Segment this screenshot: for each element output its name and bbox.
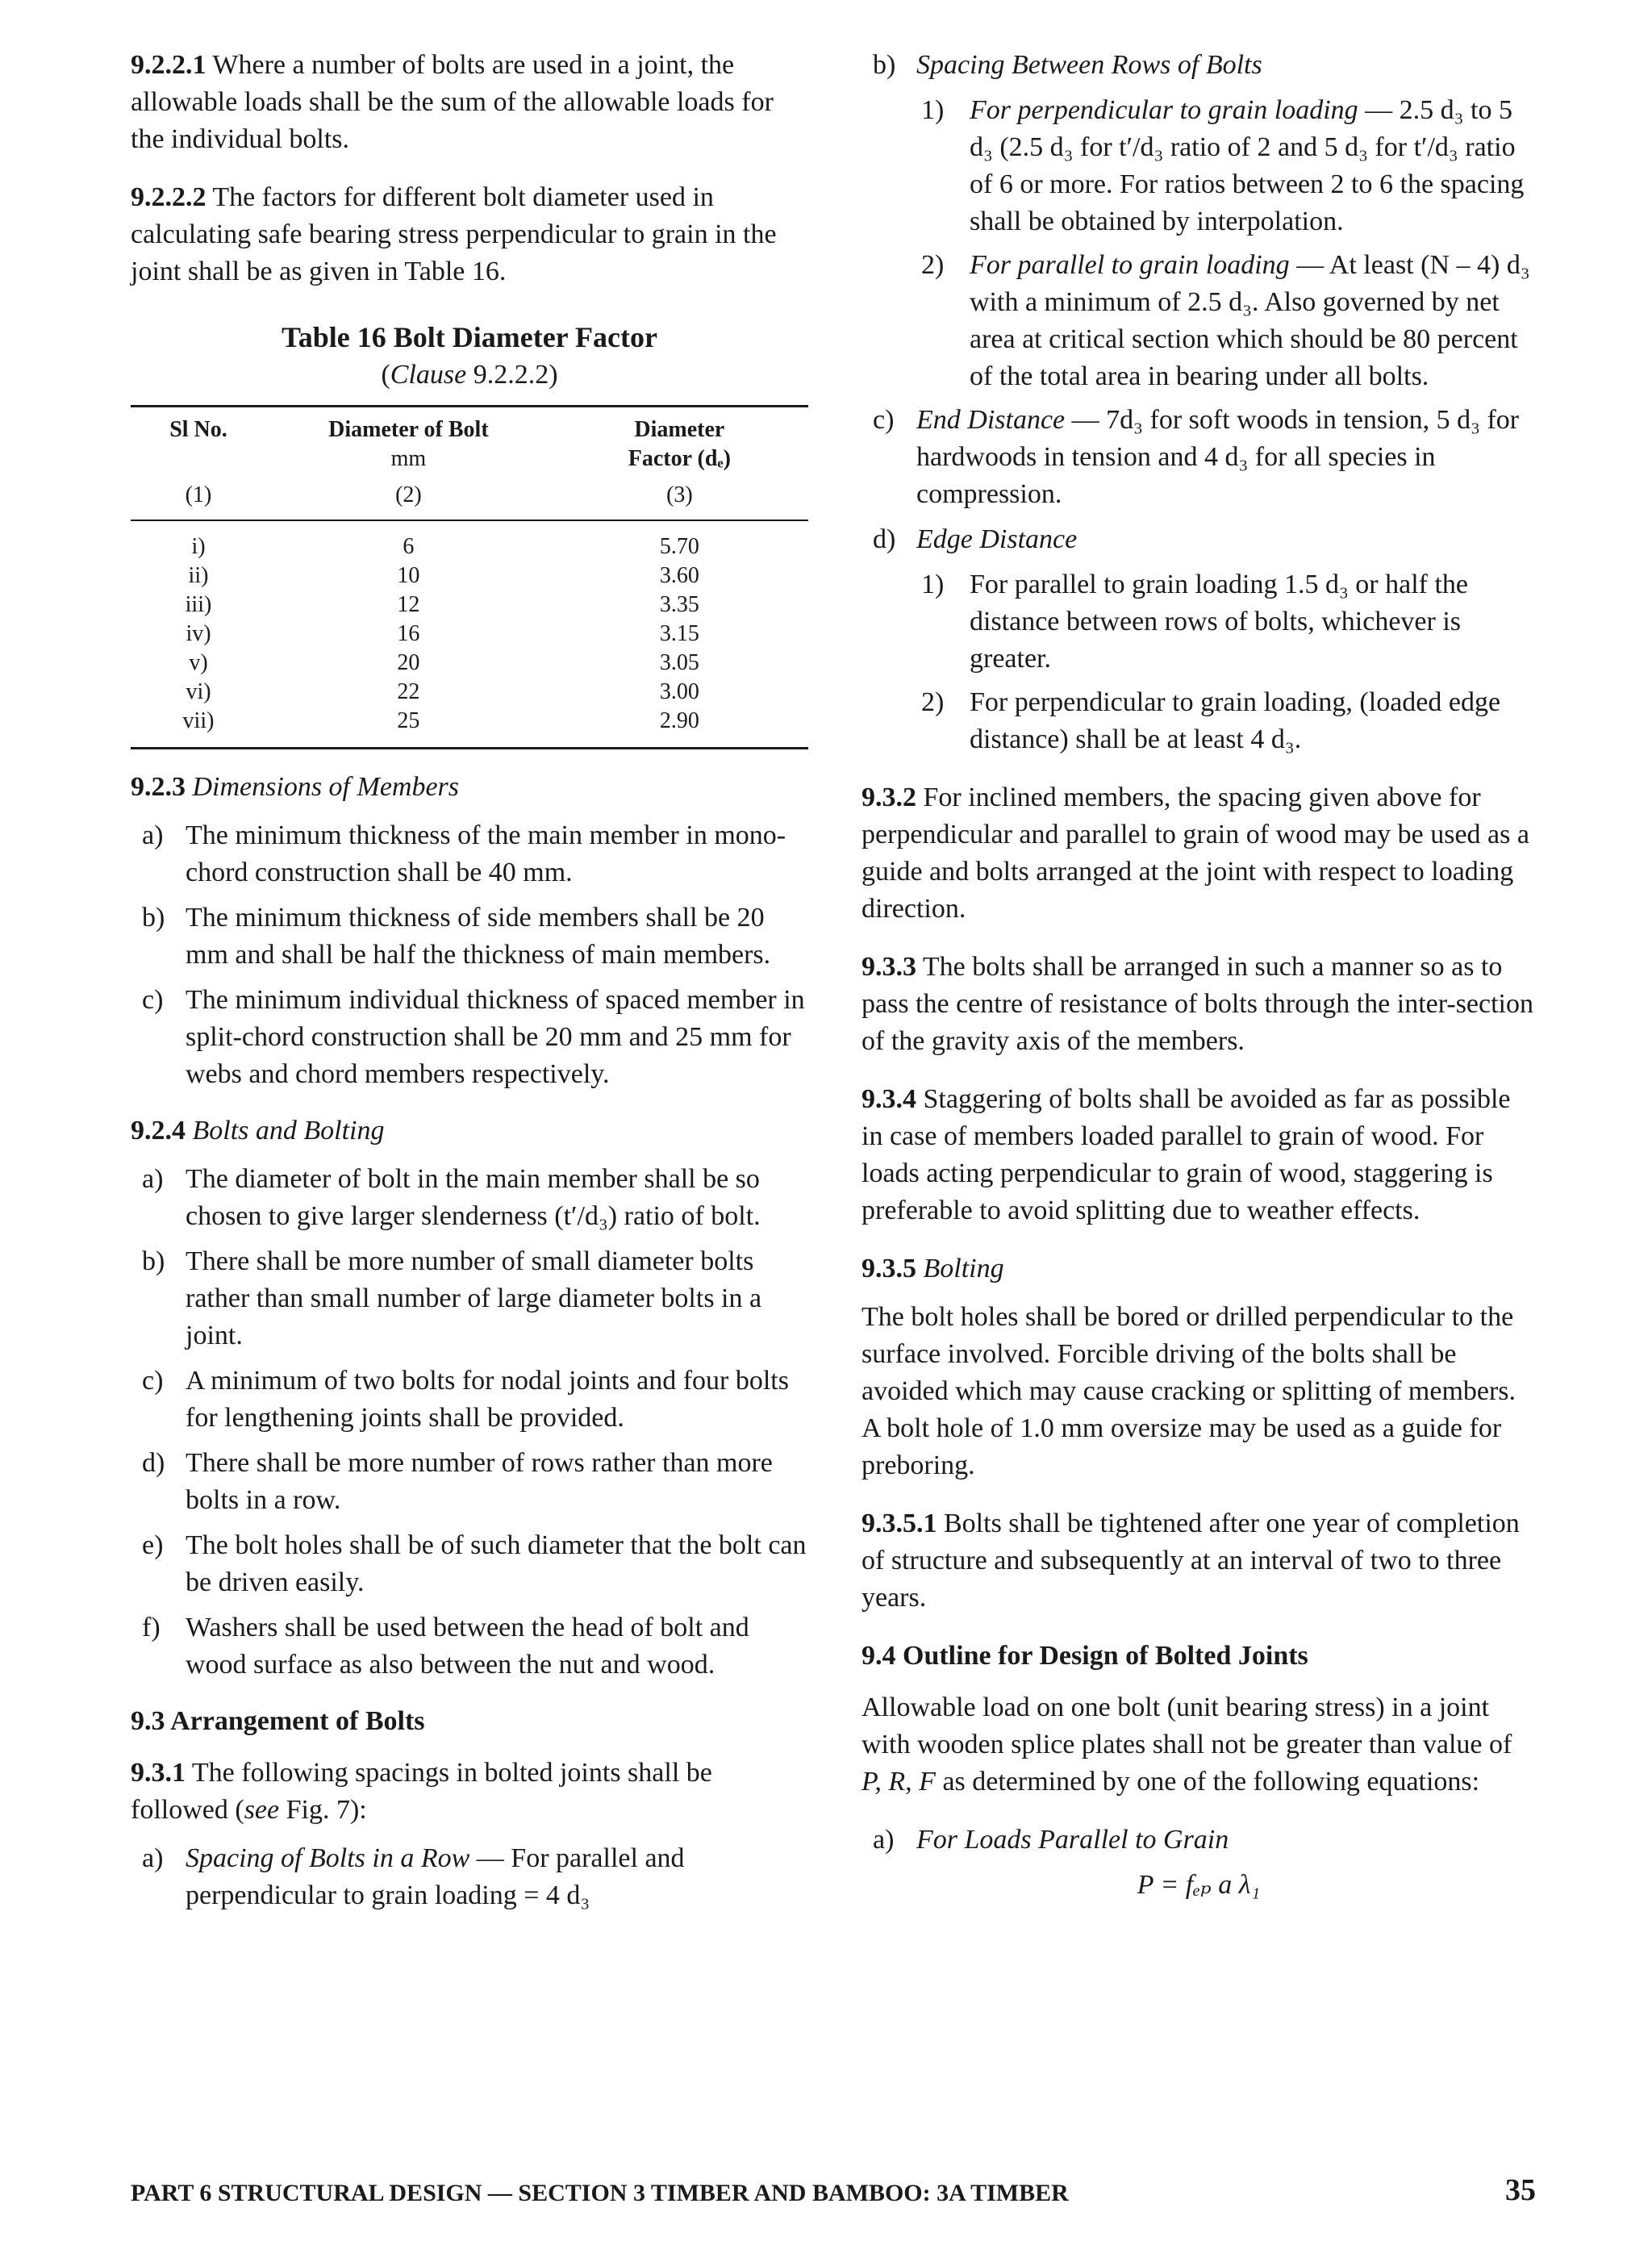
sublist-d bbox=[861, 566, 1536, 758]
para-9-3-2: 9.3.2 For inclined members, the spacing given above for perpendicular and parallel to grain of wood may be used as a guide and bolts arranged at the joint with respect to loading direction. bbox=[861, 783, 1529, 924]
list-item: c) A minimum of two bolts for nodal joints and four bolts for lengthening joints shall be provided. bbox=[142, 1366, 789, 1433]
list-item: a) For Loads Parallel to Grain bbox=[873, 1825, 1229, 1855]
list-item: a) Spacing of Bolts in a Row — For parallel and perpendicular to grain loading = 4 d₃ bbox=[142, 1843, 685, 1910]
list-item: e) The bolt holes shall be of such diameter that the bolt can be driven easily. bbox=[142, 1530, 807, 1597]
table-caption: Table 16 Bolt Diameter Factor bbox=[282, 321, 657, 353]
section-9-3-5-heading: 9.3.5 Bolting bbox=[861, 1254, 1004, 1283]
footer-title: PART 6 STRUCTURAL DESIGN — SECTION 3 TIMBER AND BAMBOO: 3A TIMBER bbox=[131, 2180, 1069, 2206]
section-9-4-heading: 9.4 Outline for Design of Bolted Joints bbox=[861, 1641, 1308, 1671]
sub-item: 2) For parallel to grain loading — At least (N – 4) d₃ with a minimum of 2.5 d₃. Also governed by net area at critical section which should be 80 percent of the total area in bearing under all bolts. bbox=[921, 250, 1530, 391]
sub-item: 2) For perpendicular to grain loading, (loaded edge distance) shall be at least 4 d₃. bbox=[921, 687, 1501, 754]
page-number: 35 bbox=[1505, 2173, 1536, 2207]
section-9-3-heading: 9.3 Arrangement of Bolts bbox=[131, 1706, 425, 1736]
list-item: b) Spacing Between Rows of Bolts bbox=[873, 50, 1262, 80]
sub-item: 1) For perpendicular to grain loading — 2.5 d₃ to 5 d₃ (2.5 d₃ for t′/d₃ ratio of 2 and 5 d₃ for t′/d₃ ratio of 6 or more. For ratios between 2 to 6 the spacing shall be obtained by interpolation. bbox=[921, 95, 1525, 236]
para-9-3-5-1: 9.3.5.1 Bolts shall be tightened after one year of completion of structure and subsequently at an interval of two to three years. bbox=[861, 1509, 1520, 1613]
list-item: b) The minimum thickness of side members shall be 20 mm and shall be half the thickness of main members. bbox=[142, 903, 771, 970]
table-colnum-row: (1) (2) (3) bbox=[185, 482, 693, 507]
col-header-diameter: Diameter of Bolt mm bbox=[328, 417, 489, 471]
table-body bbox=[131, 520, 808, 749]
left-column bbox=[131, 47, 808, 1922]
para-9-3-1: 9.3.1 The following spacings in bolted joints shall be followed (see Fig. 7): bbox=[131, 1758, 712, 1825]
list-item: b) There shall be more number of small diameter bolts rather than small number of large diameter bolts in a joint. bbox=[142, 1246, 762, 1350]
section-9-2-3-heading: 9.2.3 Dimensions of Members bbox=[131, 772, 460, 802]
para-9-3-5: The bolt holes shall be bored or drilled perpendicular to the surface involved. Forcible driving of the bolts shall be avoided which may cause cracking or splitting of members. A bolt hole of 1.0 mm oversize may be used as a guide for preboring. bbox=[861, 1302, 1516, 1480]
list-item: a) The minimum thickness of the main member in mono-chord construction shall be 40 mm. bbox=[142, 820, 786, 887]
table-row: vi) 22 3.00 bbox=[186, 679, 699, 704]
col-header-factor: Diameter Factor (dₑ) bbox=[628, 417, 732, 471]
formula-p: P = fₑₚ a λ₁ bbox=[1137, 1870, 1261, 1900]
para-9-4: Allowable load on one bolt (unit bearing stress) in a joint with wooden splice plates shall not be greater than value of P, R, F as determined by one of the following equations: bbox=[861, 1692, 1512, 1797]
table-row: iii) 12 3.35 bbox=[185, 592, 699, 617]
list-item: c) The minimum individual thickness of spaced member in split-chord construction shall be 20 mm and 25 mm for webs and chord members respectively. bbox=[142, 985, 805, 1089]
para-9-3-3: 9.3.3 The bolts shall be arranged in such a manner so as to pass the centre of resistance of bolts through the inter-section of the gravity axis of the members. bbox=[861, 952, 1533, 1056]
table-header-row bbox=[131, 407, 808, 475]
list-item: a) The diameter of bolt in the main member shall be so chosen to give larger slenderness (t′/d₃) ratio of bolt. bbox=[142, 1164, 761, 1231]
para-9-3-4: 9.3.4 Staggering of bolts shall be avoided as far as possible in case of members loaded parallel to grain of wood. For loads acting perpendicular to grain of wood, staggering is preferable to avoid splitting due to weather effects. bbox=[861, 1084, 1511, 1225]
table-row: v) 20 3.05 bbox=[189, 650, 699, 675]
page-footer bbox=[131, 2175, 1536, 2212]
list-item: d) Edge Distance bbox=[873, 524, 1078, 554]
bolt-diameter-table bbox=[131, 405, 808, 749]
table-row: i) 6 5.70 bbox=[131, 520, 808, 561]
section-9-2-4-heading: 9.2.4 Bolts and Bolting bbox=[131, 1116, 385, 1146]
sublist-b bbox=[861, 92, 1536, 395]
table-row: ii) 10 3.60 bbox=[188, 563, 699, 588]
table-clause: (Clause 9.2.2.2) bbox=[381, 360, 558, 390]
table-row: vii) 25 2.90 bbox=[131, 707, 808, 749]
sub-item: 1) For parallel to grain loading 1.5 d₃ or half the distance between rows of bolts, whichever is greater. bbox=[921, 570, 1469, 674]
list-item: d) There shall be more number of rows rather than more bolts in a row. bbox=[142, 1448, 773, 1515]
para-9-2-2-1: 9.2.2.1 Where a number of bolts are used in a joint, the allowable loads shall be the sum of the allowable loads for the individual bolts. bbox=[131, 50, 774, 154]
list-item: c) End Distance — 7d₃ for soft woods in tension, 5 d₃ for hardwoods in tension and 4 d₃ for all species in compression. bbox=[873, 405, 1520, 509]
right-column bbox=[861, 47, 1536, 1904]
table-row: iv) 16 3.15 bbox=[186, 621, 699, 646]
list-item: f) Washers shall be used between the head of bolt and wood surface as also between the nut and wood. bbox=[142, 1613, 749, 1680]
para-9-2-2-2: 9.2.2.2 The factors for different bolt diameter used in calculating safe bearing stress perpendicular to grain in the joint shall be as given in Table 16. bbox=[131, 182, 777, 286]
col-header-sl: Sl No. bbox=[169, 417, 227, 442]
